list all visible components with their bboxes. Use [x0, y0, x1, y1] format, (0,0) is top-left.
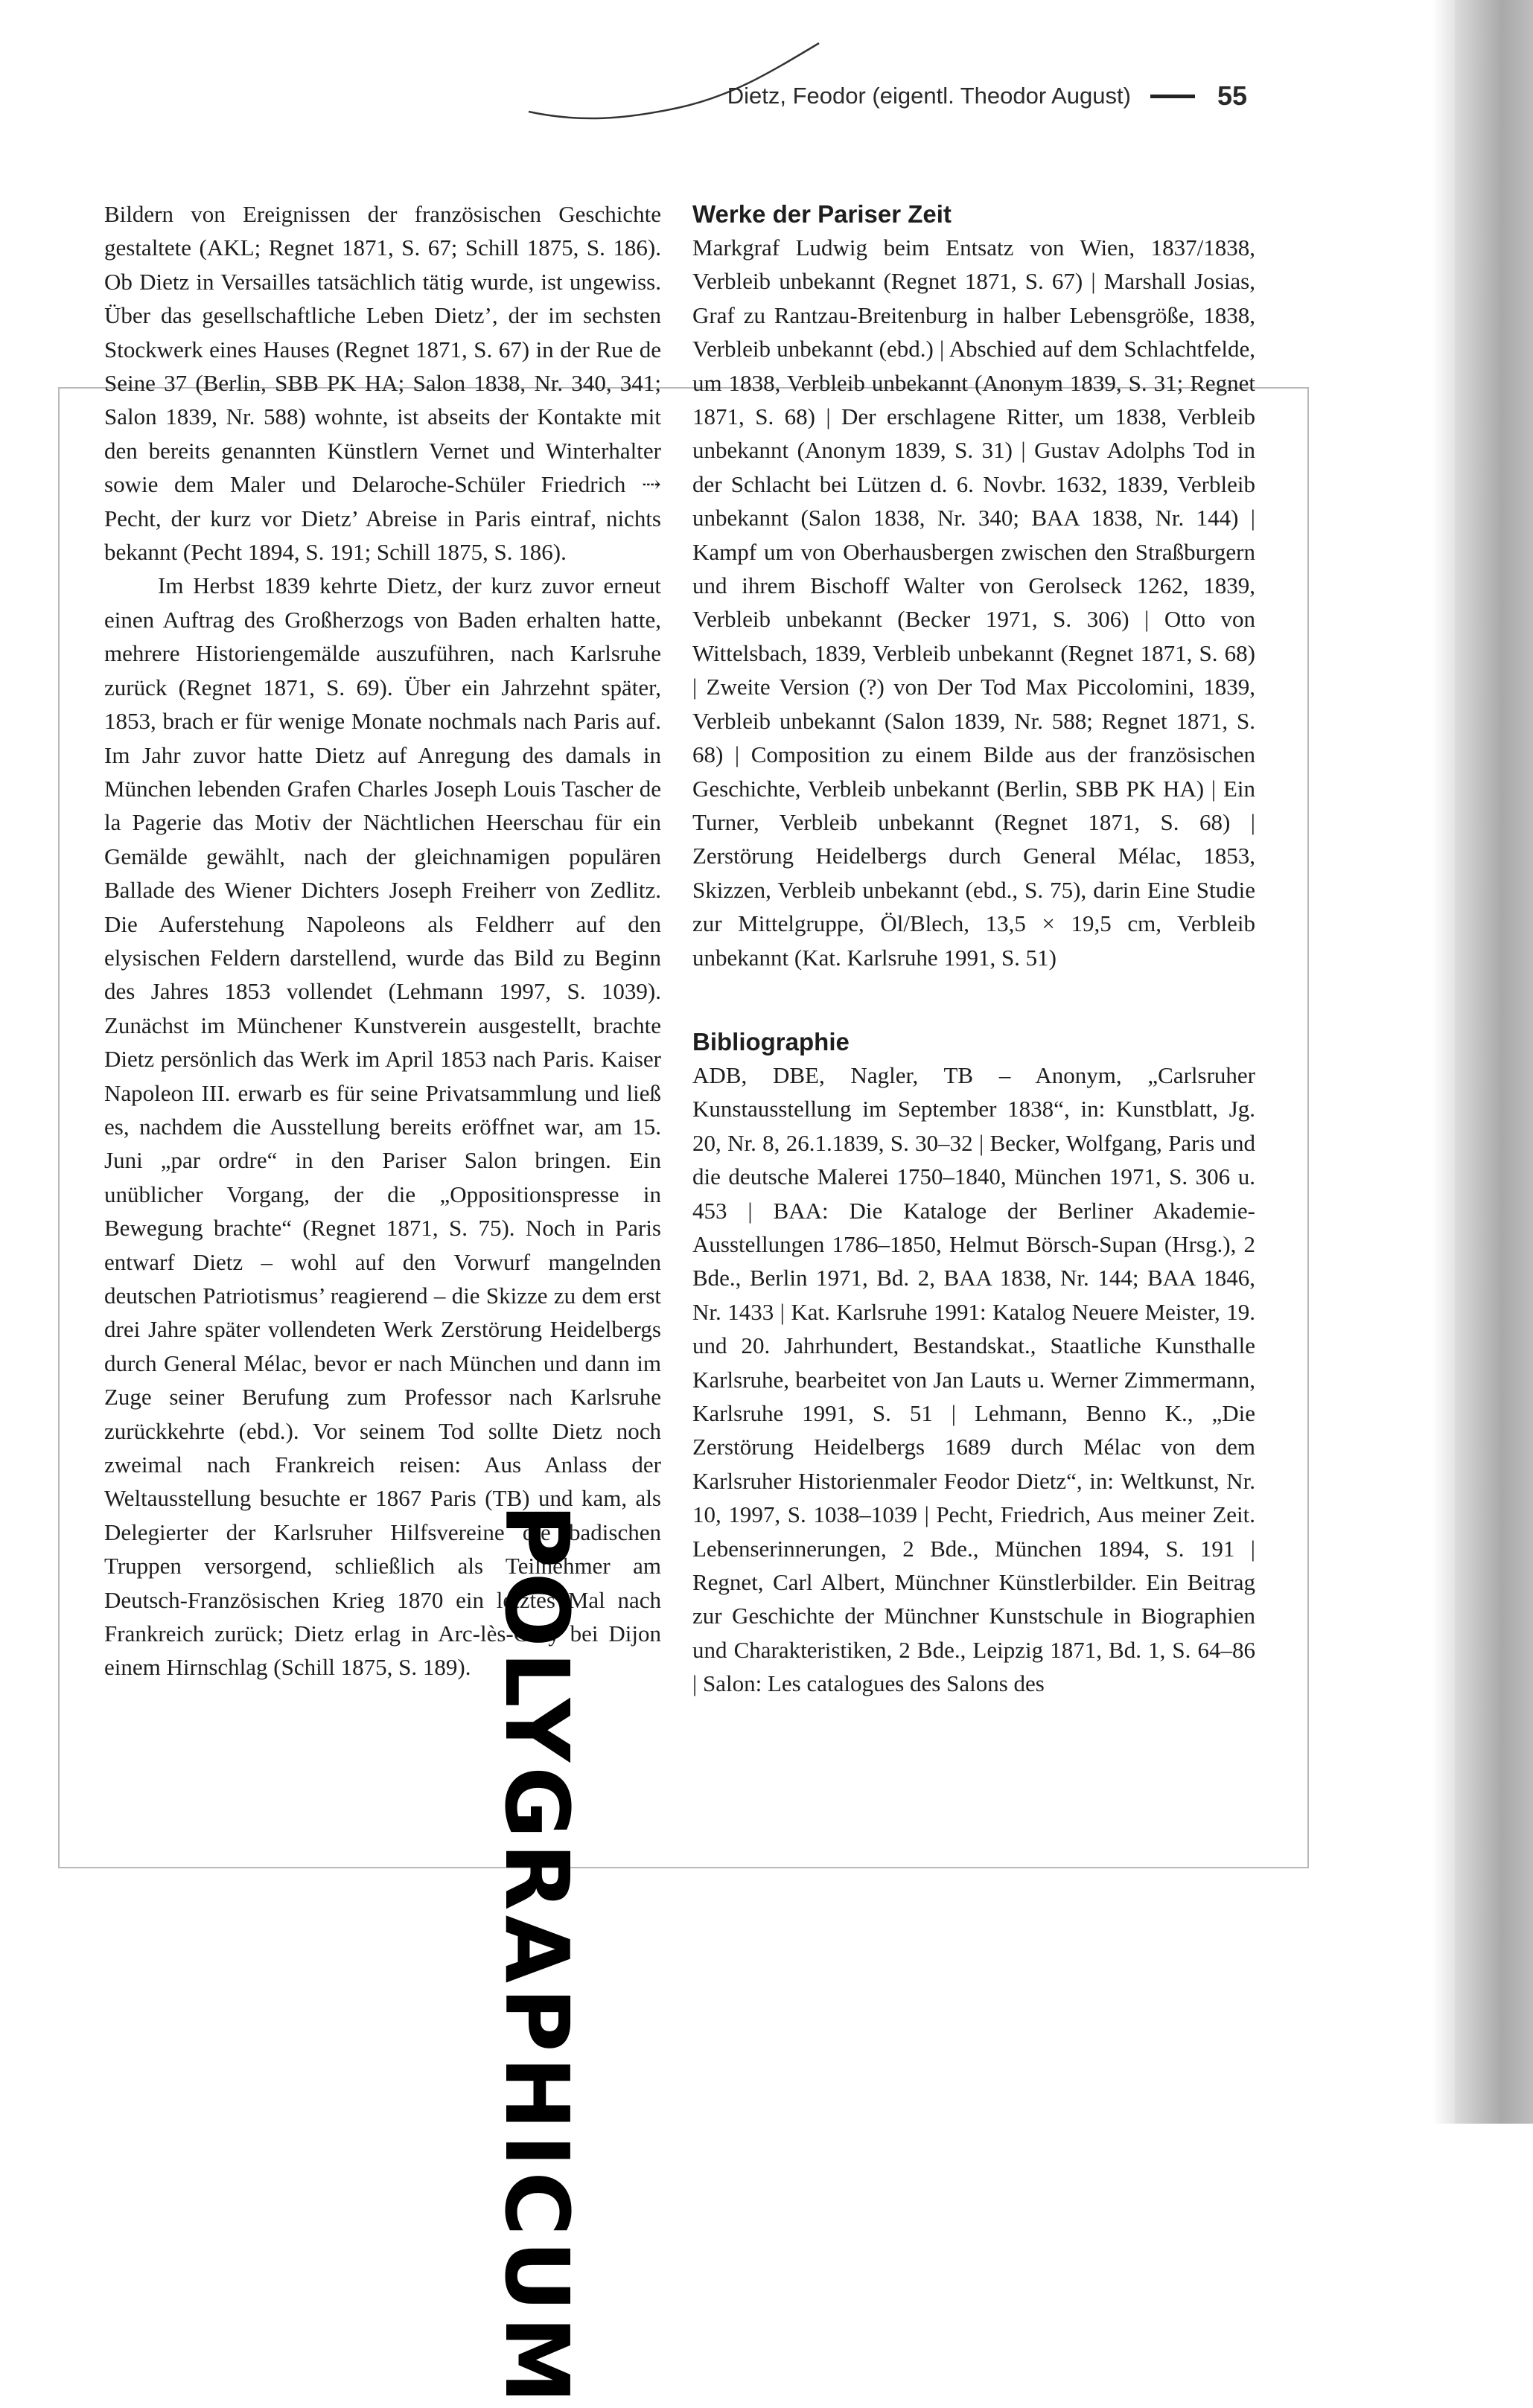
- left-column: [104, 197, 661, 1684]
- body-paragraph-1: Bildern von Ereignissen der französischen Geschichte gestaltete (AKL; Regnet 1871, S. 67; Schill 1875, S. 186). Ob Dietz in Versailles tatsächlich tätig wurde, ist ungewiss. Über das gesellschaftliche Leben Dietz’, der im sechsten Stockwerk eines Hauses (Regnet 1871, S. 67) in der Rue de Seine 37 (Berlin, SBB PK HA; Salon 1838, Nr. 340, 341; Salon 1839, Nr. 588) wohnte, ist abseits der Kontakte mit den bereits genannten Künstlern Vernet und Winterhalter sowie dem Maler und Delaroche-Schüler Friedrich ⇢ Pecht, der kurz vor Dietz’ Abreise in Paris eintraf, nichts bekannt (Pecht 1894, S. 191; Schill 1875, S. 186).: [104, 201, 661, 566]
- page-header: [674, 80, 1247, 112]
- works-list: Markgraf Ludwig beim Entsatz von Wien, 1837/1838, Verbleib unbekannt (Regnet 1871, S. 67) | Marshall Josias, Graf zu Rantzau-Breitenburg in halber Lebensgröße, 1838, Verbleib unbekannt (ebd.) | Abschied auf dem Schlachtfelde, um 1838, Verbleib unbekannt (Anonym 1839, S. 31; Regnet 1871, S. 68) | Der erschlagene Ritter, um 1838, Verbleib unbekannt (Anonym 1839, S. 31) | Gustav Adolphs Tod in der Schlacht bei Lützen d. 6. Novbr. 1632, 1839, Verbleib unbekannt (Salon 1838, Nr. 340; BAA 1838, Nr. 144) | Kampf um von Oberhausbergen zwischen den Straßburgern und ihrem Bischoff Walter von Gerolseck 1262, 1839, Verbleib unbekannt (Becker 1971, S. 306) | Otto von Wittelsbach, 1839, Verbleib unbekannt (Regnet 1871, S. 68) | Zweite Version (?) von Der Tod Max Piccolomini, 1839, Verbleib unbekannt (Salon 1839, Nr. 588; Regnet 1871, S. 68) | Composition zu einem Bilde aus der französischen Geschichte, Verbleib unbekannt (Berlin, SBB PK HA) | Ein Turner, Verbleib unbekannt (Regnet 1871, S. 68) | Zerstörung Heidelbergs durch General Mélac, 1853, Skizzen, Verbleib unbekannt (ebd., S. 75), darin Eine Studie zur Mittelgruppe, Öl/Blech, 13,5 × 19,5 cm, Verbleib unbekannt (Kat. Karlsruhe 1991, S. 51): [692, 234, 1255, 971]
- handwritten-stamp: POLYGRAPHICUM: [485, 1504, 588, 2408]
- bibliography-heading: Bibliographie: [692, 1027, 850, 1056]
- page-edge-gradient: [1432, 0, 1455, 2124]
- bibliography-list: ADB, DBE, Nagler, TB – Anonym, „Carlsruher Kunstausstellung im September 1838“, in: Kunstblatt, Jg. 20, Nr. 8, 26.1.1839, S. 30–32 | Becker, Wolfgang, Paris und die deutsche Malerei 1750–1840, München 1971, S. 306 u. 453 | BAA: Die Kataloge der Berliner Akademie-Ausstellungen 1786–1850, Helmut Börsch-Supan (Hrsg.), 2 Bde., Berlin 1971, Bd. 2, BAA 1838, Nr. 144; BAA 1846, Nr. 1433 | Kat. Karlsruhe 1991: Katalog Neuere Meister, 19. und 20. Jahrhundert, Bestandskat., Staatliche Kunsthalle Karlsruhe, bearbeitet von Jan Lauts u. Werner Zimmermann, Karlsruhe 1991, S. 51 | Lehmann, Benno K., „Die Zerstörung Heidelbergs 1689 durch Mélac von dem Karlsruher Historienmaler Feodor Dietz“, in: Weltkunst, Nr. 10, 1997, S. 1038–1039 | Pecht, Friedrich, Aus meiner Zeit. Lebenserinnerungen, 2 Bde., München 1894, S. 191 | Regnet, Carl Albert, Münchner Künstlerbilder. Ein Beitrag zur Geschichte der Münchner Kunstschule in Biographien und Charakteristiken, 2 Bde., Leipzig 1871, Bd. 1, S. 64–86 | Salon: Les catalogues des Salons des: [692, 1061, 1255, 1697]
- page-edge-shadow: [1455, 0, 1533, 2124]
- header-rule: [1150, 95, 1195, 98]
- body-paragraph-2: Im Herbst 1839 kehrte Dietz, der kurz zuvor erneut einen Auftrag des Großherzogs von Baden erhalten hatte, mehrere Historiengemälde auszuführen, nach Karlsruhe zurück (Regnet 1871, S. 69). Über ein Jahrzehnt später, 1853, brach er für wenige Monate nochmals nach Paris auf. Im Jahr zuvor hatte Dietz auf Anregung des damals in München lebenden Grafen Charles Joseph Louis Tascher de la Pagerie das Motiv der Nächtlichen Heerschau für ein Gemälde gewählt, nach der gleichnamigen populären Ballade des Wiener Dichters Joseph Freiherr von Zedlitz. Die Auferstehung Napoleons als Feldherr auf den elysischen Feldern darstellend, wurde das Bild zu Beginn des Jahres 1853 vollendet (Lehmann 1997, S. 1039). Zunächst im Münchener Kunstverein ausgestellt, brachte Dietz persönlich das Werk im April 1853 nach Paris. Kaiser Napoleon III. erwarb es für seine Privatsammlung und ließ es, nachdem die Ausstellung bereits eröffnet war, am 15. Juni „par ordre“ in den Pariser Salon bringen. Ein unüblicher Vorgang, der die „Oppositionspresse in Bewegung brachte“ (Regnet 1871, S. 75). Noch in Paris entwarf Dietz – wohl auf den Vorwurf mangelnden deutschen Patriotismus’ reagierend – die Skizze zu dem erst drei Jahre später vollendeten Werk Zerstörung Heidelbergs durch General Mélac, bevor er nach München und dann im Zuge seiner Berufung zum Professor nach Karlsruhe zurückkehrte (ebd.). Vor seinem Tod sollte Dietz noch zweimal nach Frankreich reisen: Aus Anlass der Weltausstellung besuchte er 1867 Paris (TB) und kam, als Delegierter der Karlsruher Hilfsvereine die badischen Truppen versorgend, schließlich als Teilnehmer am Deutsch-Französischen Krieg 1870 ein letztes Mal nach Frankreich zurück; Dietz erlag in Arc-lès-Gray bei Dijon einem Hirnschlag (Schill 1875, S. 189).: [104, 572, 661, 1681]
- works-heading: Werke der Pariser Zeit: [692, 200, 952, 228]
- right-column: [692, 197, 1255, 1701]
- page-number: 55: [1217, 80, 1247, 111]
- running-head: Dietz, Feodor (eigentl. Theodor August): [727, 83, 1131, 109]
- section-gap: [692, 974, 1255, 1025]
